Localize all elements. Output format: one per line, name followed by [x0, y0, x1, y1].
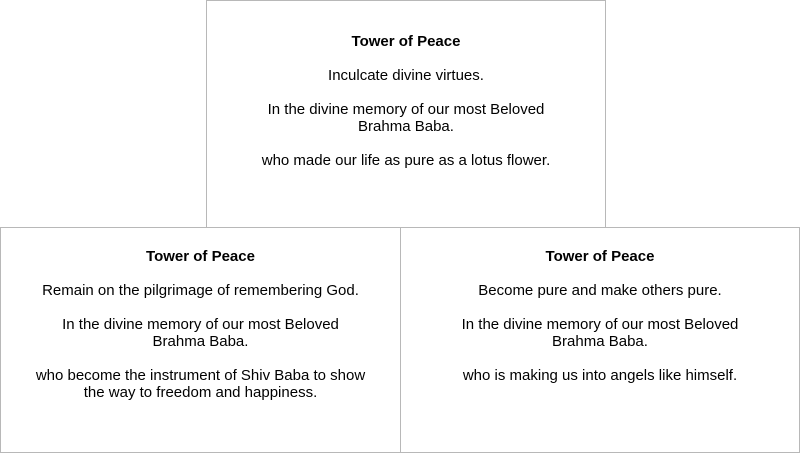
card-title: Tower of Peace: [545, 248, 655, 265]
card-memory-text: In the divine memory of our most Beloved Brahma Baba.: [62, 316, 339, 350]
card-left: [0, 227, 401, 453]
card-tribute-text: who become the instrument of Shiv Baba to show the way to freedom and happiness.: [35, 367, 366, 401]
card-title: Tower of Peace: [146, 248, 255, 265]
card-top: [206, 0, 606, 228]
card-memory-text: In the divine memory of our most Beloved Brahma Baba.: [267, 101, 545, 135]
card-tribute-text: who made our life as pure as a lotus flower.: [261, 152, 551, 169]
card-right: [400, 227, 800, 453]
card-virtue-text: Become pure and make others pure.: [478, 282, 722, 299]
card-virtue-text: Inculcate divine virtues.: [328, 67, 484, 84]
card-tribute-text: who is making us into angels like himself.: [462, 367, 738, 384]
card-memory-text: In the divine memory of our most Beloved Brahma Baba.: [461, 316, 739, 350]
card-title: Tower of Peace: [351, 33, 461, 50]
card-virtue-text: Remain on the pilgrimage of remembering God.: [42, 282, 359, 299]
